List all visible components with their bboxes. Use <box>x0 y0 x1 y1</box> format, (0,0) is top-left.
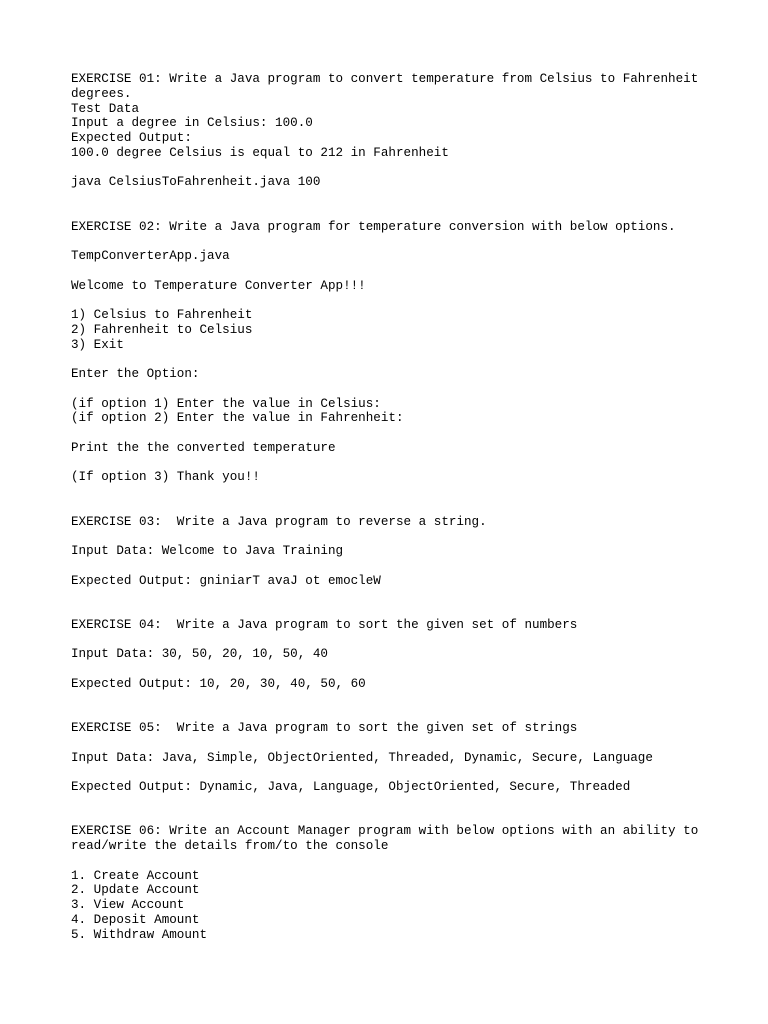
exercise-block <box>71 72 721 190</box>
blank-line <box>71 293 721 308</box>
document-page <box>71 72 721 942</box>
section-gap <box>71 588 721 618</box>
blank-line <box>71 352 721 367</box>
text-line: 4. Deposit Amount <box>71 912 200 927</box>
text-line: 3) Exit <box>71 337 124 352</box>
text-line: Test Data <box>71 101 140 116</box>
section-gap <box>71 485 721 515</box>
text-line: TempConverterApp.java <box>71 249 230 263</box>
text-line: Expected Output: <box>71 131 192 145</box>
text-line: (if option 2) Enter the value in Fahrenheit: <box>71 411 404 426</box>
blank-line <box>71 736 721 751</box>
exercise-heading: EXERCISE 06: Write an Account Manager program with below options with an ability to <box>71 824 699 839</box>
exercise-heading: EXERCISE 04: Write a Java program to sort the given set of numbers <box>71 617 578 632</box>
text-line: Expected Output: gniniarT avaJ ot emocleW <box>71 573 381 588</box>
exercise-heading: EXERCISE 02: Write a Java program for temperature conversion with below options. <box>71 219 676 234</box>
blank-line <box>71 382 721 397</box>
text-line: Input Data: Java, Simple, ObjectOriented, Threaded, Dynamic, Secure, Language <box>71 750 653 765</box>
blank-line <box>71 854 721 869</box>
text-line: degrees. <box>71 86 132 101</box>
exercise-heading: EXERCISE 01: Write a Java program to convert temperature from Celsius to Fahrenheit <box>71 72 699 86</box>
text-line: 2) Fahrenheit to Celsius <box>71 322 253 337</box>
blank-line <box>71 765 721 780</box>
section-gap <box>71 795 721 825</box>
blank-line <box>71 456 721 471</box>
text-line: Input a degree in Celsius: 100.0 <box>71 116 313 131</box>
exercise-heading: EXERCISE 05: Write a Java program to sort the given set of strings <box>71 721 578 735</box>
exercise-block <box>71 220 721 486</box>
blank-line <box>71 426 721 441</box>
blank-line <box>71 559 721 574</box>
section-gap <box>71 190 721 220</box>
text-line: Input Data: Welcome to Java Training <box>71 544 344 558</box>
text-line: java CelsiusToFahrenheit.java 100 <box>71 175 321 190</box>
blank-line <box>71 161 721 176</box>
text-line: (if option 1) Enter the value in Celsius: <box>71 396 381 411</box>
exercise-block <box>71 824 721 942</box>
text-line: Enter the Option: <box>71 367 200 381</box>
text-line: Welcome to Temperature Converter App!!! <box>71 278 366 293</box>
text-line: 5. Withdraw Amount <box>71 927 208 942</box>
blank-line <box>71 662 721 677</box>
text-line: (If option 3) Thank you!! <box>71 470 260 485</box>
text-line: 2. Update Account <box>71 883 200 898</box>
exercise-block <box>71 721 721 795</box>
blank-line <box>71 264 721 279</box>
section-gap <box>71 692 721 722</box>
text-line: read/write the details from/to the console <box>71 839 389 853</box>
text-line: Expected Output: Dynamic, Java, Language, ObjectOriented, Secure, Threaded <box>71 780 631 794</box>
blank-line <box>71 529 721 544</box>
text-line: Expected Output: 10, 20, 30, 40, 50, 60 <box>71 676 366 691</box>
text-line: 1. Create Account <box>71 868 200 883</box>
text-line: 3. View Account <box>71 898 185 912</box>
text-line: Input Data: 30, 50, 20, 10, 50, 40 <box>71 647 328 662</box>
exercise-block <box>71 515 721 589</box>
text-line: 1) Celsius to Fahrenheit <box>71 308 253 322</box>
text-line: Print the the converted temperature <box>71 440 336 455</box>
text-line: 100.0 degree Celsius is equal to 212 in Fahrenheit <box>71 145 449 160</box>
exercise-heading: EXERCISE 03: Write a Java program to reverse a string. <box>71 514 487 529</box>
blank-line <box>71 234 721 249</box>
exercise-block <box>71 618 721 692</box>
blank-line <box>71 633 721 648</box>
